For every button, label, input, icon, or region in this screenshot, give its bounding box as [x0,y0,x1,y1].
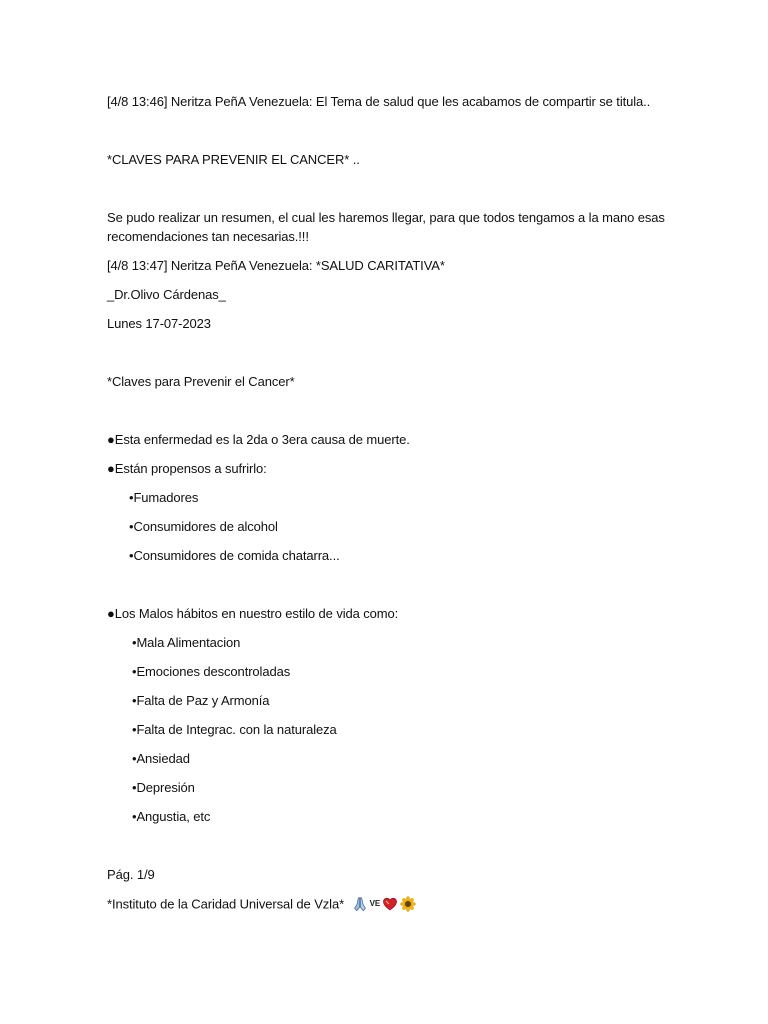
institute-line [107,894,416,914]
institute-name: *Instituto de la Caridad Universal de Vzla* [107,896,345,912]
list-item: •Consumidores de alcohol [129,519,278,534]
list-item: •Fumadores [129,490,199,505]
venezuela-flag-icon: VE [369,899,381,908]
list-item: •Falta de Paz y Armonía [132,693,270,708]
document-date: Lunes 17-07-2023 [107,316,211,331]
heart-icon [382,896,398,912]
list-item: •Ansiedad [132,751,190,766]
list-item: •Angustia, etc [132,809,211,824]
bad-habits-heading: ●Los Malos hábitos en nuestro estilo de vida como: [107,606,399,621]
list-item: •Depresión [132,780,195,795]
page-number: Pág. 1/9 [107,867,155,882]
emoji-row [352,894,417,913]
folded-hands-icon [352,896,368,912]
list-item: •Falta de Integrac. con la naturaleza [132,722,337,737]
sunflower-icon [400,896,416,912]
list-item: •Consumidores de comida chatarra... [129,548,340,563]
point-propensos: ●Están propensos a sufrirlo: [107,461,267,476]
summary-paragraph: Se pudo realizar un resumen, el cual les haremos llegar, para que todos tengamos a la mano esas recomendaciones tan necesarias.!!! [107,210,665,244]
point-cause: ●Esta enfermedad es la 2da o 3era causa de muerte. [107,432,410,447]
message-intro: [4/8 13:46] Neritza PeñA Venezuela: El Tema de salud que les acabamos de compartir se titula.. [107,94,651,109]
list-item: •Mala Alimentacion [132,635,241,650]
author-name: _Dr.Olivo Cárdenas_ [107,287,226,302]
document-subtitle: *Claves para Prevenir el Cancer* [107,374,295,389]
list-item: •Emociones descontroladas [132,664,291,679]
message-header: [4/8 13:47] Neritza PeñA Venezuela: *SALUD CARITATIVA* [107,258,445,273]
topic-title: *CLAVES PARA PREVENIR EL CANCER* .. [107,152,360,167]
